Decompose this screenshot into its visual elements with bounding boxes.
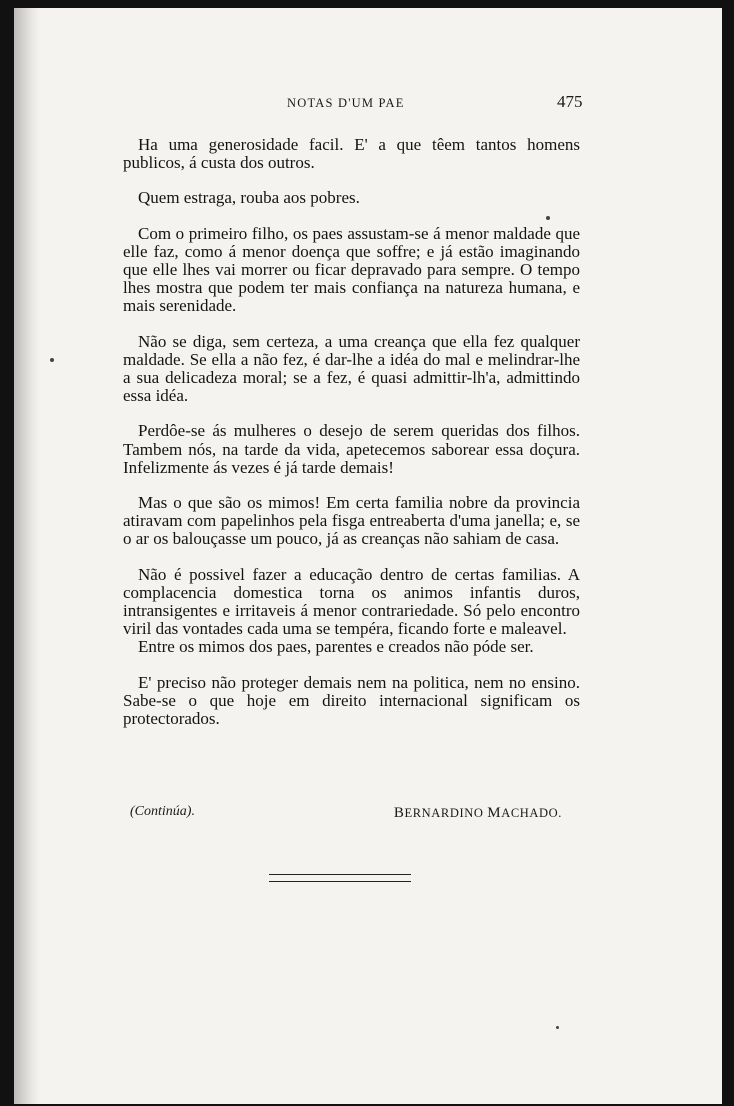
paragraph-1: Ha uma generosidade facil. E' a que têem tantos homens publicos, á custa dos outros.: [123, 135, 580, 173]
paragraph-6: Mas o que são os mimos! Em certa familia nobre da provincia atiravam com papelinhos pela fisga entreaberta d'uma janella; e, se o ar os balouçasse um pouco, já as creanças não sahiam de casa.: [123, 493, 580, 549]
signature-line: [130, 802, 562, 824]
author-first-initial: B: [393, 805, 405, 821]
print-speck: [546, 216, 550, 220]
paragraph-4: Não se diga, sem certeza, a uma creança que ella fez qualquer maldade. Se ella a não fez, é dar-lhe a idéa do mal e melindrar-lhe a sua delicadeza moral; se a fez, é quasi admittir-lh'a, admittindo essa idéa.: [123, 331, 580, 406]
paragraph-8: Entre os mimos dos paes, parentes e creados não póde ser.: [138, 637, 534, 657]
running-title: NOTAS D'UM PAE: [287, 96, 405, 110]
author-name: [394, 805, 562, 822]
paragraph-7: Não é possivel fazer a educação dentro de certas familias. A complacencia domestica torna os animos infantis duros, intransigentes e irritaveis á menor contrariedade. Só pelo encontro viril das vontades cada uma se tempéra, ficando forte e maleavel.: [123, 564, 580, 639]
paragraph-9: E' preciso não proteger demais nem na politica, nem no ensino. Sabe-se o que hoje em direito internacional significam os protectorados.: [123, 672, 580, 729]
continua-note: (Continúa).: [130, 804, 195, 819]
paragraph-3: Com o primeiro filho, os paes assustam-se á menor maldade que elle faz, como á menor doença que soffre; e já estão imaginando que elle lhes vai morrer ou ficar depravado para sempre. O tempo lhes mostra que podem ter mais confiança na natureza humana, e mais serenidade.: [123, 223, 580, 316]
author-last-initial: M: [487, 805, 502, 821]
book-page: [14, 8, 722, 1104]
print-speck: [50, 358, 54, 362]
page-header: [14, 92, 722, 116]
author-last-rest: ACHADO.: [501, 806, 562, 820]
end-rule: [269, 874, 411, 882]
print-speck: [556, 1026, 559, 1029]
author-first-rest: ERNARDINO: [404, 806, 484, 820]
paragraph-2: Quem estraga, rouba aos pobres.: [138, 188, 360, 208]
body-text: [123, 136, 580, 728]
paragraph-5: Perdôe-se ás mulheres o desejo de serem queridas dos filhos. Tambem nós, na tarde da vida, apetecemos saborear essa doçura. Infelizmente ás vezes é já tarde demais!: [123, 421, 580, 477]
page-number: 475: [557, 92, 583, 111]
